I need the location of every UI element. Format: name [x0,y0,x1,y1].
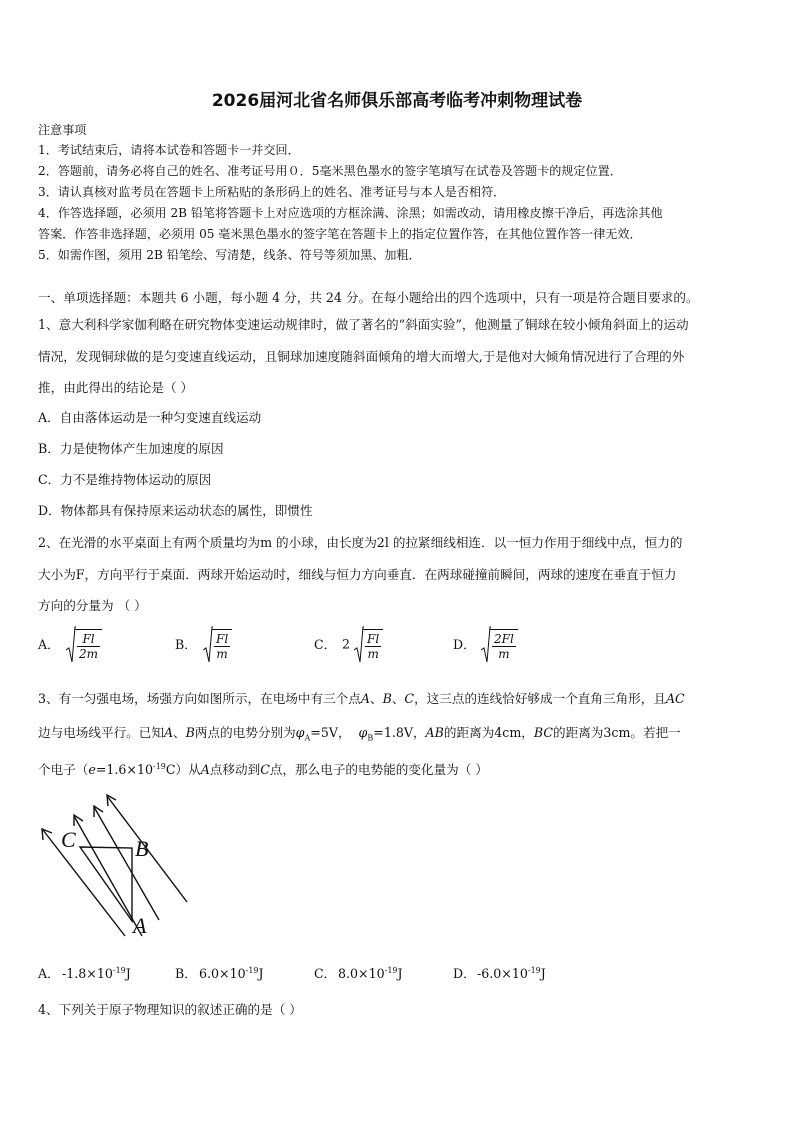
fraction-numerator: Fl [216,632,229,646]
option-label: B． [175,966,197,981]
option-value: -6.0×10 [477,966,528,981]
text-span: ， [412,725,426,740]
option-c [314,963,403,982]
fraction-denominator: 2m [79,647,99,661]
option-label: B． [175,636,197,652]
fraction-denominator: m [367,647,379,661]
fraction-denominator: m [498,647,510,661]
text-span: ，这三点的连线恰好够成一个直角三角形，且 [414,691,666,706]
field-line [94,807,159,920]
option-a [38,963,131,982]
option-d [453,963,546,982]
text-span: 、 [391,691,405,706]
option-label: C． [314,636,337,652]
exponent: -19 [245,965,259,975]
point-a-label: A [163,725,174,740]
question-4: 4、下列关于原子物理知识的叙述正确的是（ ） [38,1002,302,1017]
text-span: 、 [173,725,186,740]
option-label: D． [453,966,476,981]
unit: J [125,966,131,981]
potential-symbol: φ [295,725,305,740]
fraction-numerator: Fl [367,632,380,646]
segment-label: AB [425,725,444,740]
point-a-label: A [200,762,210,777]
unit: J [258,966,264,981]
sqrt-expression [354,626,383,664]
label-c: C [61,827,76,852]
option-value: 8.0×10 [338,966,385,981]
section-heading: 一、单项选择题：本题共 6 小题，每小题 4 分，共 24 分。在每小题给出的四个选项中，只有一项是符合题目要求的。 [38,290,699,305]
exponent: -19 [112,965,126,975]
notes-item: 1．考试结束后，请将本试卷和答题卡一并交回． [38,143,300,157]
segment-label: AC [665,691,685,706]
segment-label: BC [533,725,554,740]
question-text-line [38,759,488,778]
option-label: C． [314,966,337,981]
notes-item: 答案．作答非选择题，必须用 05 毫米黑色墨水的签字笔在答题卡上的指定位置作答，在其他位置作答一律无效． [38,227,642,241]
charge-value: =1.6×10 [95,762,153,777]
notes-heading: 注意事项 [38,123,87,137]
field-diagram [34,790,204,945]
option-b [175,963,264,982]
question-text-line [38,722,681,743]
notes-item: 3．请认真核对监考员在答题卡上所粘贴的条形码上的姓名、准考证号与本人是否相符． [38,185,506,199]
exponent: -19 [527,965,541,975]
text-span: 点，那么电子的电势能的变化量为（ ） [269,762,488,777]
notes-item: 2．答题前，请务必将自己的姓名、准考证号用０．5毫米黑色墨水的签字笔填写在试卷及答题卡的规定位置． [38,164,622,178]
label-b: B [135,836,149,861]
option-label: D． [453,636,476,652]
potential-symbol: φ [358,725,368,740]
option-d: D．物体都具有保持原来运动状态的属性，即惯性 [38,503,313,518]
potential-subscript: A [304,733,311,743]
question-text-line: 大小为F，方向平行于桌面．两球开始运动时，细线与恒力方向垂直．在两球碰撞前瞬间，两球的速度在垂直于恒力 [38,567,677,582]
text-span: 边与电场线平行。已知 [38,725,164,740]
text-span: 的距离为3cm。若把一 [553,725,681,740]
question-text-line: 1、意大利科学家伽利略在研究物体变速运动规律时，做了著名的“斜面实验”，他测量了铜球在较小倾角斜面上的运动 [38,317,689,332]
option-a: A．自由落体运动是一种匀变速直线运动 [38,410,262,425]
text-span: 个电子（ [38,762,89,777]
fraction-numerator: 2Fl [494,632,514,646]
potential-value: =1.8V [373,725,413,740]
label-a: A [133,913,147,938]
sqrt-expression [66,626,102,664]
field-line-arrows [42,795,187,936]
question-text-line: 推，由此得出的结论是（ ） [38,380,194,395]
text-span: ， [337,725,351,740]
question-text-line: 2、在光滑的水平桌面上有两个质量均为m 的小球，由长度为2l 的拉紧细线相连．以一恒力作用于细线中点，恒力的 [38,535,683,550]
exponent: -19 [153,761,166,771]
page-title: 2026届河北省名师俱乐部高考临考冲刺物理试卷 [211,91,583,111]
notes-item: 4．作答选择题，必须用 2B 铅笔将答题卡上对应选项的方框涂满、涂黑；如需改动，请用橡皮擦干净后，再选涂其他 [38,206,663,220]
option-value: 6.0×10 [199,966,246,981]
fraction-numerator: Fl [77,632,100,647]
charge-symbol: e [88,762,96,777]
sqrt-expression [481,626,518,664]
unit: J [540,966,546,981]
text-span: 、 [369,691,383,706]
question-text-line [38,688,685,707]
fraction-denominator: m [216,647,228,661]
potential-subscript: B [367,733,374,743]
option-coefficient: 2 [342,636,351,652]
question-text-line: 情况，发现铜球做的是匀变速直线运动，且铜球加速度随斜面倾角的增大而增大,于是他对大倾角情况进行了合理的外 [38,349,685,364]
option-value: -1.8×10 [62,966,113,981]
option-c: C．力不是维持物体运动的原因 [38,472,212,487]
exponent: -19 [384,965,398,975]
sqrt-expression [203,626,232,664]
question-text-line: 方向的分量为 （ ） [38,598,147,613]
point-c-label: C [404,691,415,706]
text-span: 两点的电势分别为 [194,725,296,740]
option-d [453,626,518,664]
option-b: B．力是使物体产生加速度的原因 [38,441,224,456]
point-b-label: B [185,725,195,740]
unit: J [397,966,403,981]
option-a [38,626,102,664]
point-b-label: B [382,691,392,706]
text-span: 3、有一匀强电场，场强方向如图所示，在电场中有三个点 [38,691,361,706]
point-a-label: A [360,691,370,706]
text-span: 点移动到 [209,762,261,777]
option-c [314,626,383,664]
point-c-label: C [260,762,270,777]
text-span: C）从 [165,762,201,777]
notes-item: 5．如需作图，须用 2B 铅笔绘、写清楚，线条、符号等须加黑、加粗． [38,248,421,262]
potential-value: =5V [310,725,338,740]
option-label: A． [38,636,60,652]
option-b [175,626,232,664]
option-label: A． [38,966,60,981]
text-span: 的距离为4cm， [443,725,534,740]
